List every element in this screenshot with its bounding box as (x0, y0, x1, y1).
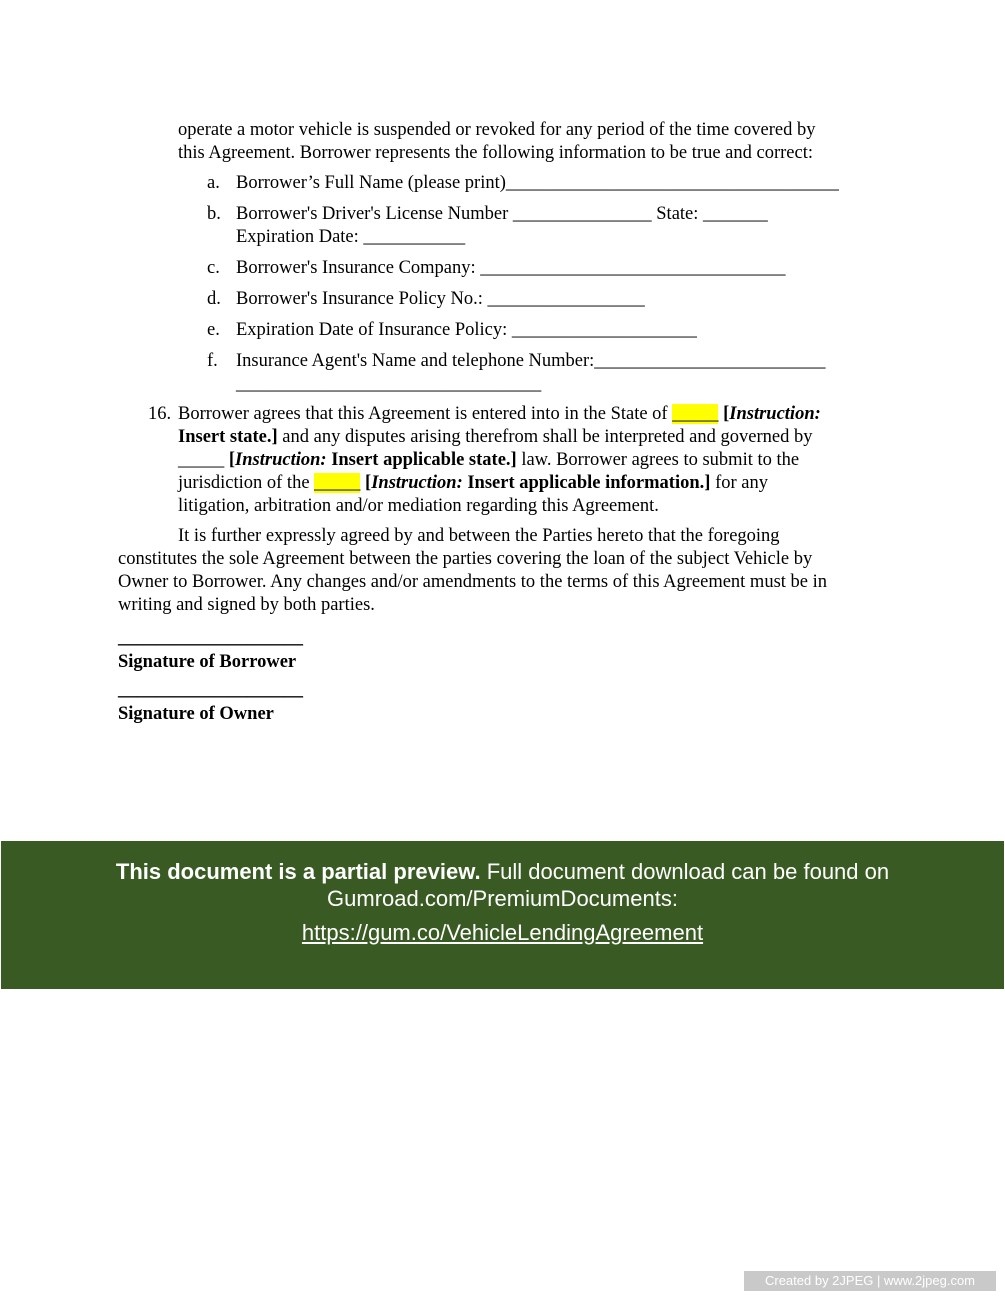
watermark: Created by 2JPEG | www.2jpeg.com (744, 1271, 996, 1291)
instruction-label: Instruction: (371, 473, 463, 493)
closing-line: constitutes the sole Agreement between the parties covering the loan of the subject Vehicle by (118, 549, 813, 569)
list-item-marker: d. (207, 289, 221, 309)
agent-name-phone-field: Insurance Agent's Name and telephone Number:_________________________ (236, 351, 826, 371)
download-link[interactable]: https://gum.co/VehicleLendingAgreement (301, 920, 704, 945)
borrower-signature-label: Signature of Borrower (118, 652, 297, 672)
bracket: [ (365, 473, 372, 493)
list-item-marker: e. (207, 320, 220, 340)
drivers-license-field: Borrower's Driver's License Number _______________ State: _______ (236, 204, 768, 224)
closing-line: writing and signed by both parties. (118, 595, 375, 615)
bracket: [ (723, 404, 730, 424)
owner-signature-line: ____________________ (118, 680, 303, 700)
banner-text: Full document download can be found on (480, 859, 890, 884)
instruction-label: Instruction: (729, 404, 821, 424)
clause-text: jurisdiction of the (178, 473, 310, 493)
clause-text: law. Borrower agrees to submit to the (516, 450, 800, 470)
instruction-text: Insert applicable state.] (331, 450, 517, 470)
list-item-marker: a. (207, 173, 220, 193)
banner-line-1 (1, 858, 1004, 886)
full-name-field: Borrower’s Full Name (please print)____________________________________ (236, 173, 839, 193)
clause-16-line-4 (178, 472, 768, 495)
intro-line-1: operate a motor vehicle is suspended or revoked for any period of the time covered by (178, 120, 816, 140)
jurisdiction-blank-highlight: _____ (314, 473, 361, 493)
agent-name-phone-continuation: _________________________________ (236, 374, 542, 394)
list-item-marker: b. (207, 204, 221, 224)
clause-16-line-5: litigation, arbitration and/or mediation regarding this Agreement. (178, 496, 659, 516)
instruction-label: Instruction: (235, 450, 327, 470)
policy-expiration-field: Expiration Date of Insurance Policy: ____________________ (236, 320, 697, 340)
intro-line-2: this Agreement. Borrower represents the following information to be true and correct: (178, 143, 813, 163)
list-item-marker: f. (207, 351, 218, 371)
clause-16-line-2 (178, 426, 812, 449)
license-expiration-field: Expiration Date: ___________ (236, 227, 466, 247)
closing-line: Owner to Borrower. Any changes and/or amendments to the terms of this Agreement must be in (118, 572, 828, 592)
instruction-text: Insert state.] (178, 427, 278, 447)
clause-text: Borrower agrees that this Agreement is entered into in the State of (178, 404, 668, 424)
bracket: [ (228, 450, 236, 470)
banner-bold-text: This document is a partial preview. (115, 859, 481, 884)
clause-16-line-3 (178, 449, 799, 472)
clause-text: and any disputes arising therefrom shall be interpreted and governed by (277, 427, 813, 447)
preview-banner (1, 841, 1004, 989)
list-item-marker: c. (207, 258, 220, 278)
banner-line-2: Gumroad.com/PremiumDocuments: (327, 886, 678, 911)
insurance-company-field: Borrower's Insurance Company: _________________________________ (236, 258, 786, 278)
policy-number-field: Borrower's Insurance Policy No.: _________________ (236, 289, 645, 309)
state-blank-highlight: _____ (672, 404, 719, 424)
clause-number: 16. (148, 404, 172, 424)
owner-signature-label: Signature of Owner (118, 704, 274, 724)
clause-text: for any (710, 473, 768, 493)
borrower-signature-line: ____________________ (118, 628, 303, 648)
clause-16-line-1 (178, 403, 821, 426)
law-blank: _____ (178, 450, 225, 470)
closing-line: It is further expressly agreed by and between the Parties hereto that the foregoing (178, 526, 780, 546)
instruction-text: Insert applicable information.] (467, 473, 711, 493)
